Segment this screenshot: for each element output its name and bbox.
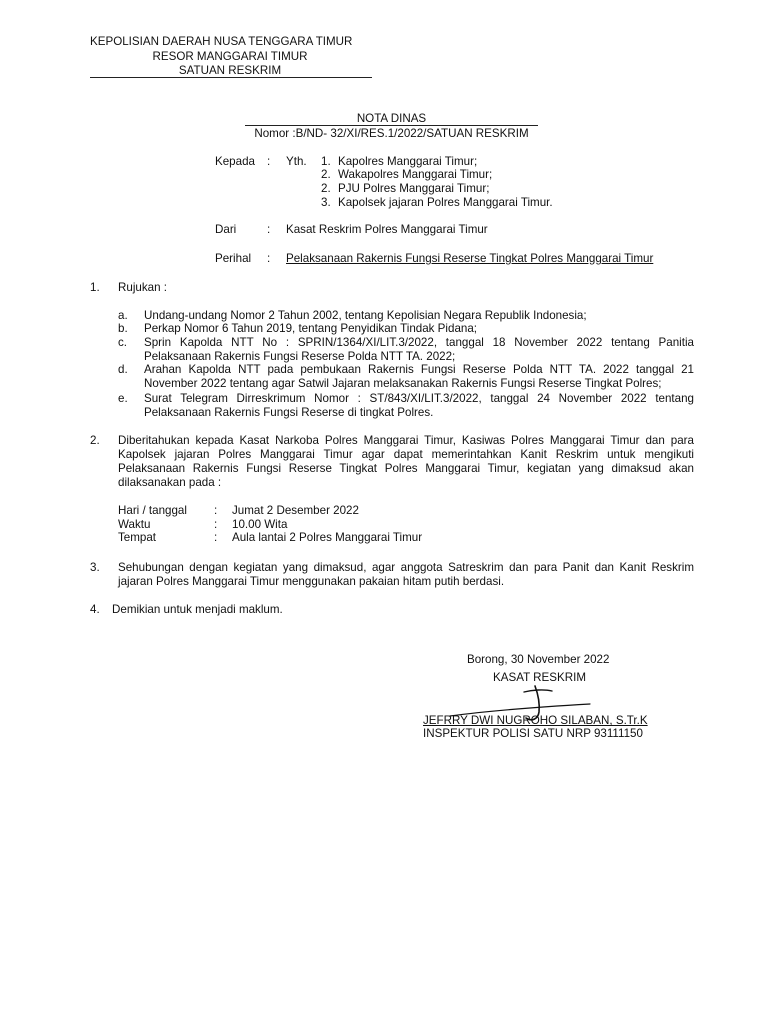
recipient-num: 1. <box>321 155 331 168</box>
schedule-label: Hari / tanggal <box>118 504 187 517</box>
list-item-text: Perkap Nomor 6 Tahun 2019, tentang Penyidikan Tindak Pidana; <box>144 322 478 335</box>
para-3-number: 3. <box>90 561 100 574</box>
schedule-value: 10.00 Wita <box>232 518 288 531</box>
dari-colon: : <box>267 223 271 236</box>
title-underline <box>245 125 538 126</box>
list-item-text: Arahan Kapolda NTT pada pembukaan Rakernis Fungsi Reserse Polda NTT TA. 2022 tanggal 21 <box>144 363 694 376</box>
list-item-text: Surat Telegram Dirreskrimum Nomor : ST/843/XI/LIT.3/2022, tanggal 24 November 2022 tentang <box>144 392 694 405</box>
kepada-colon: : <box>267 155 271 168</box>
list-item-letter: c. <box>118 336 128 349</box>
header-line-2: RESOR MANGGARAI TIMUR <box>152 50 308 63</box>
para-2-line: Pelaksanaan Rakernis Fungsi Reserse Tingkat Polres Manggarai Timur, kegiatan yang dimaksud akan <box>118 462 694 475</box>
yth-label: Yth. <box>286 155 307 168</box>
recipient-text: Wakapolres Manggarai Timur; <box>338 168 493 181</box>
para-4-number: 4. <box>90 603 100 616</box>
list-item-letter: b. <box>118 322 128 335</box>
doc-title: NOTA DINAS <box>356 112 427 125</box>
recipient-num: 2. <box>321 168 331 181</box>
recipient-text: Kapolsek jajaran Polres Manggarai Timur. <box>338 196 553 209</box>
signatory-rank: INSPEKTUR POLISI SATU NRP 93111150 <box>423 727 643 740</box>
list-item-text: Pelaksanaan Rakernis Fungsi Reserse di tingkat Polres. <box>144 406 434 419</box>
para-2-line: Diberitahukan kepada Kasat Narkoba Polres Manggarai Timur, Kasiwas Polres Manggarai Timur dan para <box>118 434 694 447</box>
list-item-letter: a. <box>118 309 128 322</box>
list-item-text: Sprin Kapolda NTT No : SPRIN/1364/XI/LIT.3/2022, tanggal 18 November 2022 tentang Panitia <box>144 336 694 349</box>
recipient-text: PJU Polres Manggarai Timur; <box>338 182 490 195</box>
schedule-value: Jumat 2 Desember 2022 <box>232 504 359 517</box>
schedule-colon: : <box>214 531 218 544</box>
para-2-line: dilaksanakan pada : <box>118 476 222 489</box>
para-1-number: 1. <box>90 281 100 294</box>
list-item-text: November 2022 tentang agar Satwil Jajaran melaksanakan Rakernis Fungsi Reserse Tingkat Polres; <box>144 377 662 390</box>
dari-value: Kasat Reskrim Polres Manggarai Timur <box>286 223 488 236</box>
schedule-label: Tempat <box>118 531 157 544</box>
dari-label: Dari <box>215 223 237 236</box>
recipient-num: 3. <box>321 196 331 209</box>
perihal-value: Pelaksanaan Rakernis Fungsi Reserse Tingkat Polres Manggarai Timur <box>286 252 654 265</box>
schedule-colon: : <box>214 518 218 531</box>
perihal-label: Perihal <box>215 252 252 265</box>
para-2-line: Kapolsek jajaran Polres Manggarai Timur agar dapat memerintahkan Kanit Reskrim untuk mengikuti <box>118 448 694 461</box>
recipient-num: 2. <box>321 182 331 195</box>
doc-number: Nomor :B/ND- 32/XI/RES.1/2022/SATUAN RESKRIM <box>254 127 529 140</box>
header-underline <box>90 77 372 78</box>
para-4-text: Demikian untuk menjadi maklum. <box>112 603 283 616</box>
recipient-text: Kapolres Manggarai Timur; <box>338 155 478 168</box>
schedule-colon: : <box>214 504 218 517</box>
perihal-colon: : <box>267 252 271 265</box>
schedule-label: Waktu <box>118 518 151 531</box>
list-item-letter: d. <box>118 363 128 376</box>
list-item-letter: e. <box>118 392 128 405</box>
header-line-3: SATUAN RESKRIM <box>178 64 282 77</box>
para-3-line: jajaran Polres Manggarai Timur menggunakan pakaian hitam putih berdasi. <box>118 575 505 588</box>
para-3-line: Sehubungan dengan kegiatan yang dimaksud, agar anggota Satreskrim dan para Panit dan Kanit Reskrim <box>118 561 694 574</box>
header-line-1: KEPOLISIAN DAERAH NUSA TENGGARA TIMUR <box>90 35 353 48</box>
kepada-label: Kepada <box>215 155 255 168</box>
signature-place-date: Borong, 30 November 2022 <box>467 653 610 666</box>
signature-position: KASAT RESKRIM <box>493 671 586 684</box>
signatory-name: JEFRRY DWI NUGROHO SILABAN, S.Tr.K <box>423 714 648 727</box>
list-item-text: Undang-undang Nomor 2 Tahun 2002, tentang Kepolisian Negara Republik Indonesia; <box>144 309 587 322</box>
list-item-text: Pelaksanaan Rakernis Fungsi Reserse Polda NTT TA. 2022; <box>144 350 456 363</box>
para-2-number: 2. <box>90 434 100 447</box>
para-1-title: Rujukan : <box>118 281 167 294</box>
schedule-value: Aula lantai 2 Polres Manggarai Timur <box>232 531 423 544</box>
